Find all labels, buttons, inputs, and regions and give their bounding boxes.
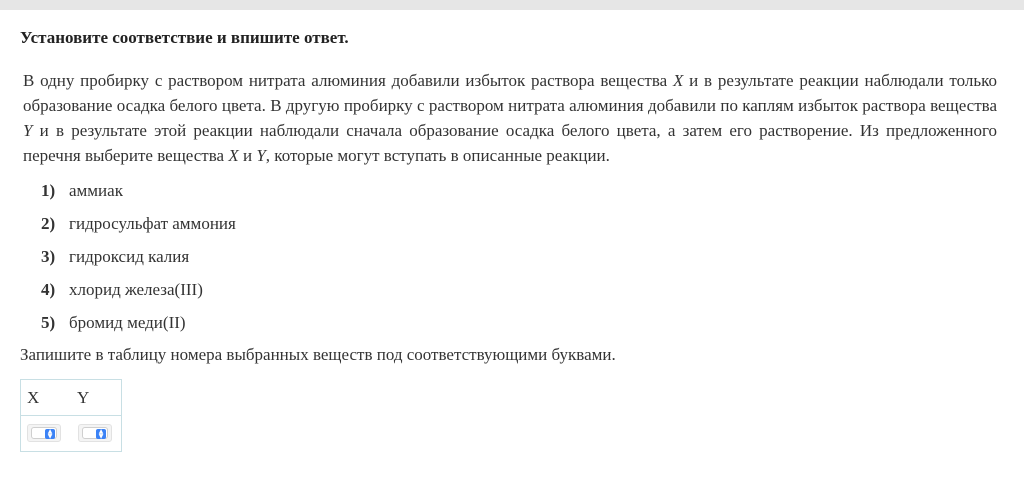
answer-instruction: Запишите в таблицу номера выбранных веществ под соответствующими буквами.	[20, 345, 616, 364]
option-item	[41, 279, 236, 312]
option-number: 3)	[41, 247, 56, 266]
option-number: 1)	[41, 181, 56, 200]
option-text: аммиак	[69, 181, 123, 200]
option-number: 2)	[41, 214, 56, 233]
question-part-5: , которые могут вступать в описанные реакции.	[265, 146, 610, 165]
option-text: хлорид железа(III)	[69, 280, 203, 299]
question-part-1: В одну пробирку с раствором нитрата алюминия добавили избыток раствора вещества	[23, 71, 673, 90]
question-part-3: и в результате этой реакции наблюдали сначала образование осадка белого цвета, а затем его растворение. Из предложенного перечня выберите вещества	[23, 121, 997, 165]
question-part-4: и	[238, 146, 257, 165]
option-item	[41, 246, 236, 279]
option-item	[41, 312, 236, 345]
task-heading: Установите соответствие и впишите ответ.	[20, 28, 349, 47]
up-down-chevron-icon[interactable]: ▲ ▼	[96, 429, 106, 439]
select-x-field[interactable]	[31, 427, 57, 439]
question-text	[23, 68, 997, 168]
option-text: бромид меди(II)	[69, 313, 186, 332]
answer-table	[20, 379, 122, 452]
option-text: гидросульфат аммония	[69, 214, 236, 233]
select-x[interactable]	[27, 424, 61, 442]
select-y[interactable]	[78, 424, 112, 442]
question-part-2: и в результате реакции наблюдали только образование осадка белого цвета. В другую пробирку с раствором нитрата алюминия добавили по каплям избыток раствора вещества	[23, 71, 997, 115]
option-text: гидроксид калия	[69, 247, 190, 266]
top-bar	[0, 0, 1024, 10]
variable-y: Y	[23, 121, 33, 140]
answer-table-row	[21, 416, 121, 453]
variable-y-second: Y	[256, 146, 266, 165]
variable-x: X	[672, 71, 684, 90]
option-item	[41, 180, 236, 213]
answer-table-header	[21, 380, 121, 416]
variable-x-second: X	[228, 146, 239, 165]
option-item	[41, 213, 236, 246]
column-label-x: X	[27, 388, 40, 407]
options-list	[41, 180, 236, 345]
up-down-chevron-icon[interactable]: ▲ ▼	[45, 429, 55, 439]
column-label-y: Y	[77, 388, 90, 407]
option-number: 5)	[41, 313, 56, 332]
option-number: 4)	[41, 280, 56, 299]
select-y-field[interactable]	[82, 427, 108, 439]
